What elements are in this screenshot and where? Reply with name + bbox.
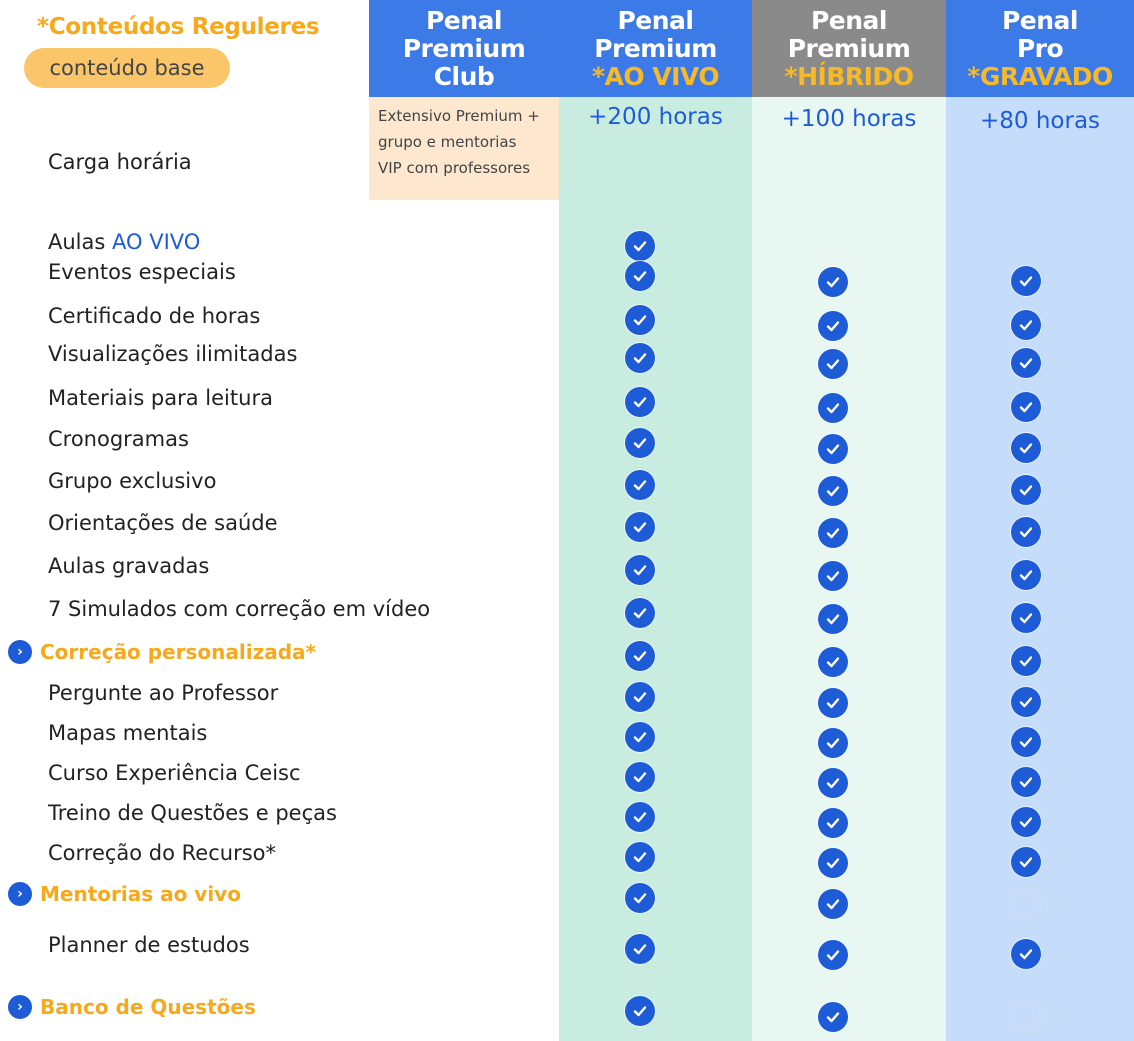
empty-circle-icon <box>1011 888 1041 918</box>
check-icon <box>818 393 848 423</box>
check-icon <box>1011 310 1041 340</box>
feature-label-materiais-para-leitura <box>48 386 273 410</box>
check-icon <box>625 512 655 542</box>
check-icon <box>818 267 848 297</box>
check-icon <box>625 305 655 335</box>
feature-label-mapas-mentais <box>48 721 207 745</box>
check-icon <box>818 848 848 878</box>
feature-label-grupo-exclusivo <box>48 469 216 493</box>
col-ao-vivo-bg <box>559 97 752 1041</box>
check-icon <box>625 598 655 628</box>
check-icon <box>818 889 848 919</box>
feature-label-aulas <box>48 230 200 254</box>
check-icon <box>818 768 848 798</box>
check-icon <box>625 641 655 671</box>
check-icon <box>818 728 848 758</box>
feature-label-text: Mapas mentais <box>48 721 208 745</box>
check-icon <box>1011 348 1041 378</box>
check-icon <box>1011 807 1041 837</box>
feature-label-banco-de-questoes[interactable] <box>8 995 256 1019</box>
club-description <box>369 97 559 200</box>
carga-horaria-label: Carga horária <box>48 150 192 174</box>
base-content-pill: conteúdo base <box>24 48 230 88</box>
feature-label-eventos-especiais <box>48 260 236 284</box>
feature-label-orientacoes-de-saude <box>48 511 278 535</box>
feature-label-text: Aulas <box>48 230 106 254</box>
check-icon <box>1011 847 1041 877</box>
feature-label-visualizacoes-ilimitadas <box>48 342 297 366</box>
feature-label-text: Planner de estudos <box>48 933 250 957</box>
check-icon <box>1011 603 1041 633</box>
check-icon <box>1011 687 1041 717</box>
check-icon <box>625 470 655 500</box>
plan-tag: *GRAVADO <box>967 61 1113 91</box>
feature-label-curso-experiencia-ceisc <box>48 761 301 785</box>
plan-name-line: Premium <box>787 33 911 63</box>
feature-label-text: Materiais para leitura <box>48 386 273 410</box>
check-icon <box>625 555 655 585</box>
feature-label-text: Eventos especiais <box>48 260 236 284</box>
section-title: *Conteúdos Reguleres <box>37 14 320 40</box>
plan-name-line: Premium <box>594 33 717 63</box>
club-note-line: VIP com professores <box>378 159 531 177</box>
check-icon <box>818 808 848 838</box>
check-icon <box>818 647 848 677</box>
check-icon <box>818 604 848 634</box>
feature-label-treino-de-questoes-e-pecas <box>48 801 337 825</box>
check-icon <box>625 762 655 792</box>
check-icon <box>625 261 655 291</box>
feature-label-cronogramas <box>48 427 189 451</box>
check-icon <box>625 387 655 417</box>
check-icon <box>818 518 848 548</box>
feature-label-text: Mentorias ao vivo <box>40 882 241 906</box>
chevron-right-icon[interactable]: › <box>8 995 32 1019</box>
feature-label-pergunte-ao-professor <box>48 681 278 705</box>
chevron-right-icon[interactable]: › <box>8 640 32 664</box>
check-icon <box>1011 266 1041 296</box>
hours-ao-vivo: +200 horas <box>588 104 723 130</box>
club-note-line: Extensivo Premium + <box>378 107 540 125</box>
feature-label-text: Pergunte ao Professor <box>48 681 279 705</box>
feature-label-text: Banco de Questões <box>40 995 256 1019</box>
feature-label-aulas-gravadas <box>48 554 209 578</box>
check-icon <box>625 722 655 752</box>
empty-circle-icon <box>1011 1001 1041 1031</box>
hours-gravado: +80 horas <box>979 108 1101 134</box>
check-icon <box>818 1002 848 1032</box>
feature-label-text: Certificado de horas <box>48 304 261 328</box>
check-icon <box>818 349 848 379</box>
check-icon <box>1011 727 1041 757</box>
feature-label-text: 7 Simulados com correção em vídeo <box>48 597 431 621</box>
check-icon <box>1011 767 1041 797</box>
feature-label-text: Treino de Questões e peças <box>48 801 337 825</box>
check-icon <box>1011 517 1041 547</box>
check-icon <box>625 883 655 913</box>
plan-name-line: Penal <box>810 5 887 35</box>
feature-label-text: Cronogramas <box>48 427 189 451</box>
check-icon <box>1011 646 1041 676</box>
plan-header-club <box>369 0 559 97</box>
check-icon <box>818 940 848 970</box>
check-icon <box>818 476 848 506</box>
check-icon <box>625 682 655 712</box>
plan-name-line: Club <box>433 61 495 91</box>
feature-label-text: Orientações de saúde <box>48 511 278 535</box>
plan-tag: *AO VIVO <box>591 61 720 91</box>
plan-name-line: Penal <box>1001 5 1078 35</box>
feature-label-text: Grupo exclusivo <box>48 469 217 493</box>
chevron-right-icon[interactable]: › <box>8 882 32 906</box>
col-hibrido-bg <box>752 97 946 1041</box>
check-icon <box>625 231 655 261</box>
feature-label-correcao-personalizada[interactable] <box>8 640 316 664</box>
check-icon <box>1011 560 1041 590</box>
feature-label-planner-de-estudos <box>48 933 250 957</box>
plan-tag: *HÍBRIDO <box>784 61 914 91</box>
feature-label-highlight: AO VIVO <box>112 230 201 254</box>
feature-label-text: Correção do Recurso* <box>48 841 277 865</box>
feature-label-text: Curso Experiência Ceisc <box>48 761 301 785</box>
plan-header-ao-vivo <box>559 0 752 97</box>
feature-label-text: Visualizações ilimitadas <box>48 342 298 366</box>
check-icon <box>625 996 655 1026</box>
plan-name-line: Pro <box>1016 33 1064 63</box>
check-icon <box>625 343 655 373</box>
feature-label-text: Aulas gravadas <box>48 554 210 578</box>
plan-name-line: Premium <box>402 33 526 63</box>
feature-label-certificado-de-horas <box>48 304 260 328</box>
check-icon <box>625 802 655 832</box>
check-icon <box>818 688 848 718</box>
check-icon <box>818 434 848 464</box>
feature-label-correcao-do-recurso <box>48 841 276 865</box>
check-icon <box>1011 392 1041 422</box>
check-icon <box>625 428 655 458</box>
feature-label-text: Correção personalizada* <box>40 640 317 664</box>
plan-header-hibrido <box>752 0 946 97</box>
check-icon <box>818 311 848 341</box>
club-note-line: grupo e mentorias <box>378 133 517 151</box>
plan-name-line: Penal <box>617 5 694 35</box>
check-icon <box>625 934 655 964</box>
check-icon <box>1011 475 1041 505</box>
plan-header-gravado <box>946 0 1134 97</box>
check-icon <box>1011 433 1041 463</box>
hours-hibrido: +100 horas <box>781 106 917 132</box>
check-icon <box>1011 939 1041 969</box>
plan-name-line: Penal <box>425 5 502 35</box>
check-icon <box>625 842 655 872</box>
feature-label-7-simulados-com-correcao-em-video <box>48 597 430 621</box>
check-icon <box>818 561 848 591</box>
feature-label-mentorias-ao-vivo[interactable] <box>8 882 241 906</box>
